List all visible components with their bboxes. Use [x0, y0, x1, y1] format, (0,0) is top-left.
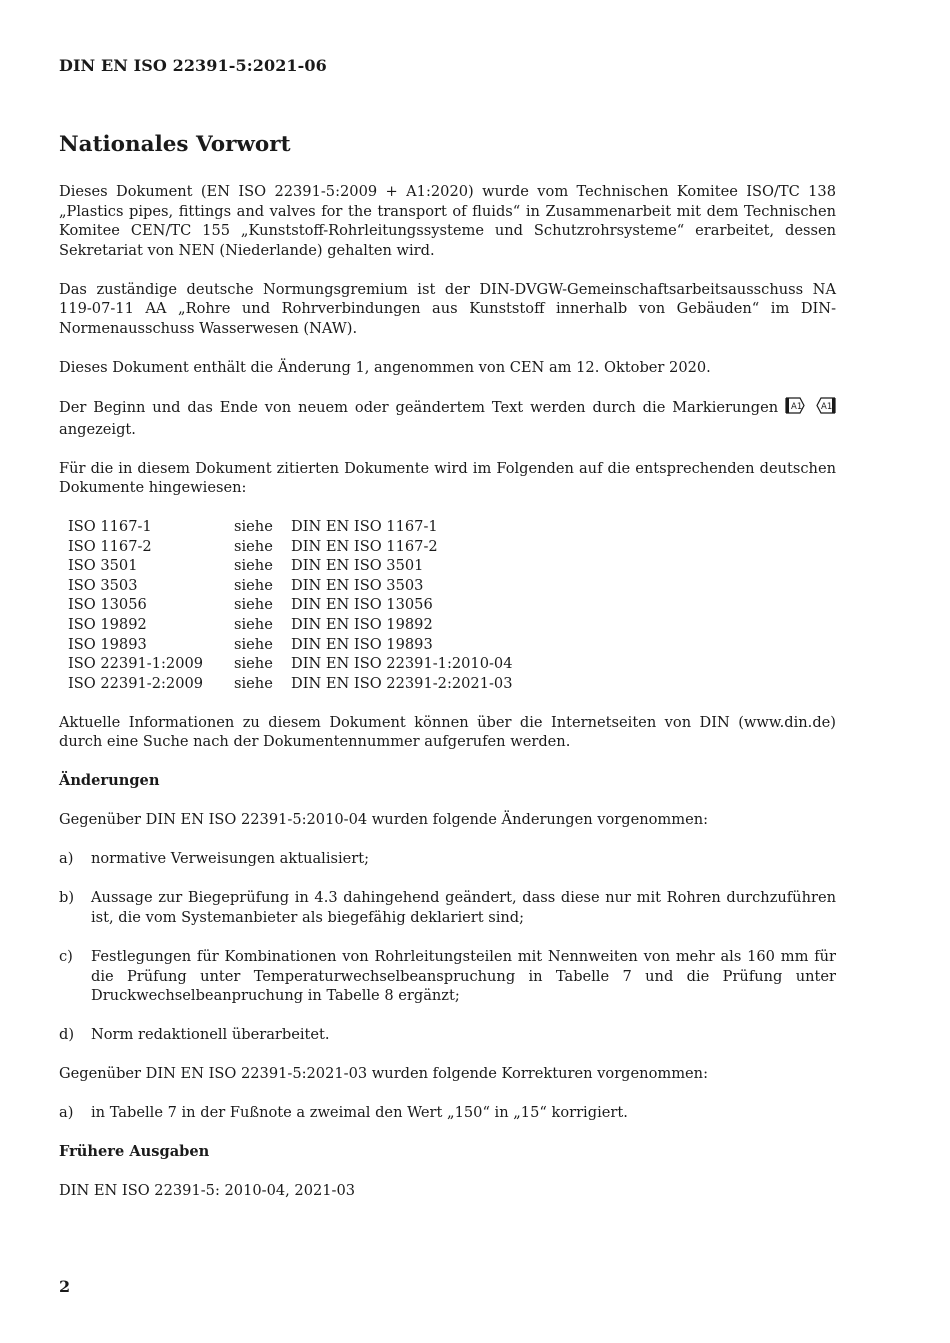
paragraph-references-intro: Für die in diesem Dokument zitierten Dokumente wird im Folgenden auf die entsprechenden deutschen Dokumente hingewiesen: — [59, 459, 836, 497]
reference-iso: ISO 1167-2 — [68, 537, 152, 555]
section-heading-changes: Änderungen — [59, 772, 160, 790]
list-item-label: d) — [59, 1026, 75, 1044]
table-row — [68, 654, 513, 674]
markers-text-before: Der Beginn und das Ende von neuem oder geändertem Text werden durch die Markierungen — [59, 398, 779, 416]
list-item — [59, 1103, 836, 1123]
reference-iso: ISO 19893 — [68, 635, 147, 653]
list-item — [59, 1025, 836, 1045]
reference-din: DIN EN ISO 22391-1:2010-04 — [291, 655, 513, 673]
page-title: Nationales Vorwort — [59, 132, 291, 157]
reference-iso: ISO 22391-1:2009 — [68, 655, 204, 673]
reference-siehe: siehe — [234, 674, 273, 692]
reference-din: DIN EN ISO 1167-2 — [291, 537, 438, 555]
page-number: 2 — [59, 1277, 71, 1296]
list-item-label: a) — [59, 850, 74, 868]
amendment-end-marker-label: A1 — [821, 401, 833, 412]
document-body — [59, 182, 836, 1220]
table-row — [68, 576, 513, 596]
reference-siehe: siehe — [234, 596, 273, 614]
amendment-start-marker-icon — [785, 397, 807, 420]
reference-siehe: siehe — [234, 635, 273, 653]
reference-din: DIN EN ISO 1167-1 — [291, 518, 438, 536]
table-row — [68, 556, 513, 576]
list-item-text: Festlegungen für Kombinationen von Rohrleitungsteilen mit Nennweiten von mehr als 160 mm für die Prüfung unter Temperaturwechselbeanspruchung in Tabelle 7 und die Prüfung unter Druckwechselbeanpruchung in Tabelle 8 ergänzt; — [91, 947, 836, 1005]
list-item — [59, 888, 836, 927]
table-row — [68, 517, 513, 537]
markers-text-after: angezeigt. — [59, 420, 136, 438]
reference-din: DIN EN ISO 19892 — [291, 616, 433, 634]
reference-din: DIN EN ISO 3501 — [291, 557, 424, 575]
reference-din: DIN EN ISO 3503 — [291, 576, 424, 594]
reference-iso: ISO 13056 — [68, 596, 147, 614]
reference-iso: ISO 19892 — [68, 616, 147, 634]
list-item-text: Aussage zur Biegeprüfung in 4.3 dahingehend geändert, dass diese nur mit Rohren durchzuführen ist, die vom Systemanbieter als biegefähig deklariert sind; — [91, 889, 836, 926]
reference-din: DIN EN ISO 22391-2:2021-03 — [291, 674, 513, 692]
reference-siehe: siehe — [234, 655, 273, 673]
reference-din: DIN EN ISO 13056 — [291, 596, 433, 614]
reference-iso: ISO 1167-1 — [68, 518, 152, 536]
paragraph-current-info: Aktuelle Informationen zu diesem Dokument können über die Internetseiten von DIN (www.din.de) durch eine Suche nach der Dokumentennummer aufgerufen werden. — [59, 713, 836, 751]
reference-siehe: siehe — [234, 557, 273, 575]
reference-din: DIN EN ISO 19893 — [291, 635, 433, 653]
table-row — [68, 635, 513, 655]
references-table — [68, 517, 513, 693]
reference-iso: ISO 22391-2:2009 — [68, 674, 204, 692]
list-item — [59, 849, 836, 869]
paragraph-amendment: Dieses Dokument enthält die Änderung 1, angenommen von CEN am 12. Oktober 2020. — [59, 358, 711, 376]
previous-editions-text: DIN EN ISO 22391-5: 2010-04, 2021-03 — [59, 1182, 356, 1200]
reference-iso: ISO 3503 — [68, 576, 138, 594]
paragraph-standards-body: Das zuständige deutsche Normungsgremium ist der DIN-DVGW-Gemeinschaftsarbeitsausschuss NA 119-07-11 AA „Rohre und Rohrverbindungen aus Kunststoff innerhalb von Gebäuden“ im DIN-Normenausschuss Wasserwesen (NAW). — [59, 280, 836, 337]
changes-intro: Gegenüber DIN EN ISO 22391-5:2010-04 wurden folgende Änderungen vorgenommen: — [59, 811, 709, 829]
corrections-intro: Gegenüber DIN EN ISO 22391-5:2021-03 wurden folgende Korrekturen vorgenommen: — [59, 1065, 708, 1083]
list-item-label: c) — [59, 947, 73, 965]
paragraph-markers — [59, 397, 836, 439]
list-item-label: b) — [59, 889, 75, 907]
reference-siehe: siehe — [234, 616, 273, 634]
reference-siehe: siehe — [234, 576, 273, 594]
reference-siehe: siehe — [234, 537, 273, 555]
amendment-end-marker-icon — [814, 397, 836, 420]
reference-siehe: siehe — [234, 518, 273, 536]
list-item-label: a) — [59, 1104, 74, 1122]
table-row — [68, 674, 513, 694]
document-number-header: DIN EN ISO 22391-5:2021-06 — [59, 56, 327, 75]
table-row — [68, 537, 513, 557]
list-item-text: in Tabelle 7 in der Fußnote a zweimal den Wert „150“ in „15“ korrigiert. — [91, 1104, 628, 1122]
reference-iso: ISO 3501 — [68, 557, 138, 575]
list-item-text: normative Verweisungen aktualisiert; — [91, 850, 370, 868]
amendment-start-marker-label: A1 — [791, 401, 803, 412]
section-heading-previous-editions: Frühere Ausgaben — [59, 1143, 210, 1161]
list-item-text: Norm redaktionell überarbeitet. — [91, 1026, 330, 1044]
table-row — [68, 595, 513, 615]
list-item — [59, 947, 836, 1006]
table-row — [68, 615, 513, 635]
paragraph-committee: Dieses Dokument (EN ISO 22391-5:2009 + A1:2020) wurde vom Technischen Komitee ISO/TC 138 „Plastics pipes, fittings and valves for the transport of fluids“ in Zusammenarbeit mit dem Technischen Komitee CEN/TC 155 „Kunststoff-Rohrleitungssysteme und Schutzrohrsysteme“ erarbeitet, dessen Sekretariat von NEN (Niederlande) gehalten wird. — [59, 183, 836, 259]
